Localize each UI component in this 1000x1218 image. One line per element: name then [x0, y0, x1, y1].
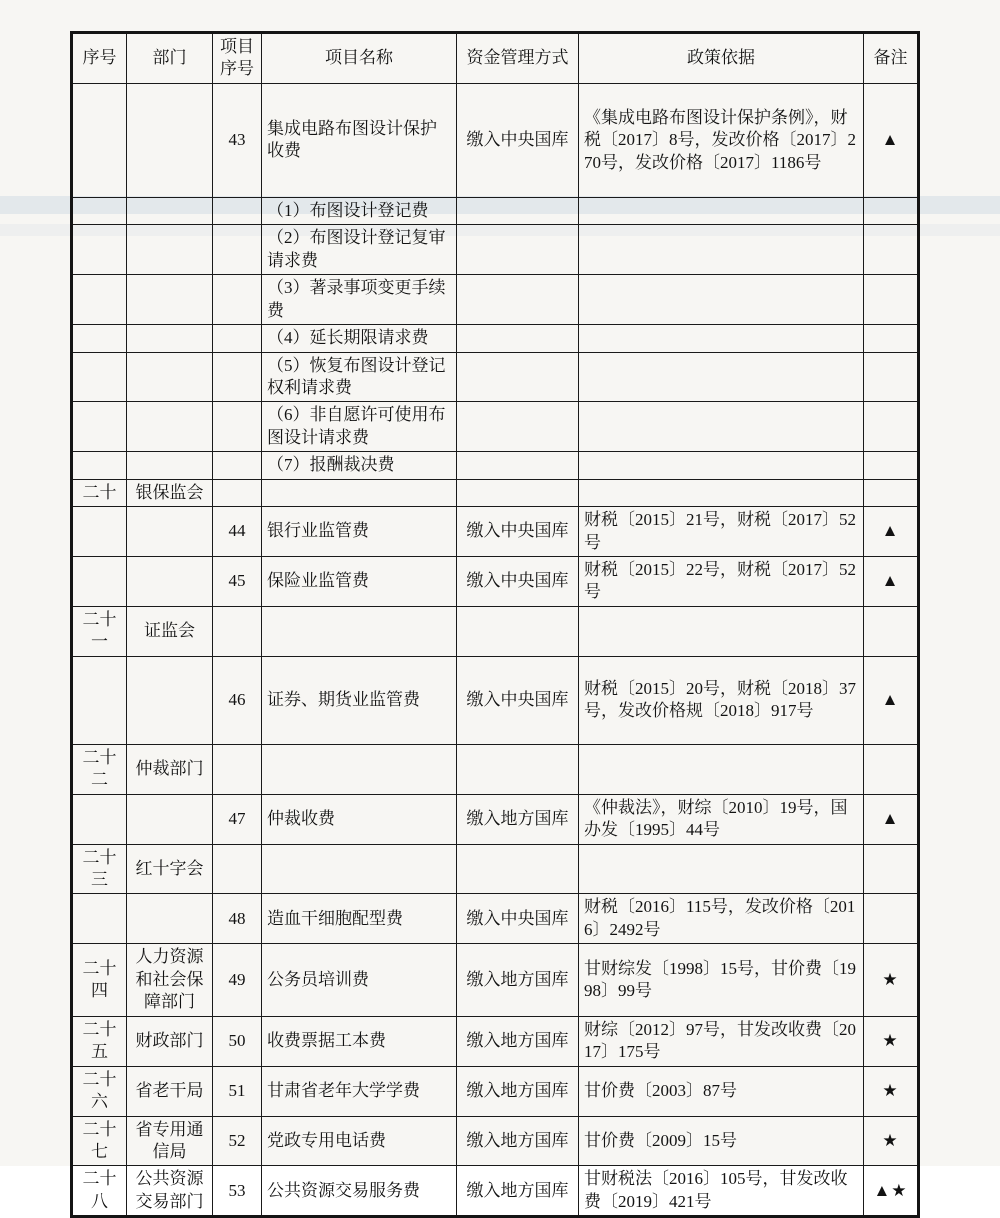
table-row [72, 656, 919, 744]
table-row [72, 557, 919, 607]
cell-item-name: （4）延长期限请求费 [262, 325, 457, 352]
cell-department: 银保监会 [127, 479, 213, 506]
cell-fund-method: 缴入地方国库 [457, 794, 579, 844]
cell-seq-no [72, 275, 127, 325]
cell-policy-basis [579, 452, 864, 479]
cell-item-no: 43 [213, 83, 262, 197]
cell-remark: ▲★ [864, 1166, 919, 1217]
cell-seq-no: 二十三 [72, 844, 127, 894]
table-body [72, 83, 919, 1216]
table-row [72, 352, 919, 402]
cell-fund-method [457, 275, 579, 325]
cell-department: 人力资源和社会保障部门 [127, 944, 213, 1016]
cell-policy-basis: 甘价费〔2003〕87号 [579, 1066, 864, 1116]
cell-remark [864, 479, 919, 506]
cell-fund-method [457, 225, 579, 275]
cell-fund-method [457, 452, 579, 479]
cell-seq-no: 二十七 [72, 1116, 127, 1166]
table-row [72, 1066, 919, 1116]
cell-item-no [213, 402, 262, 452]
cell-policy-basis: 甘财综发〔1998〕15号，甘价费〔1998〕99号 [579, 944, 864, 1016]
cell-policy-basis [579, 844, 864, 894]
cell-item-name: 甘肃省老年大学学费 [262, 1066, 457, 1116]
cell-remark [864, 744, 919, 794]
cell-seq-no: 二十五 [72, 1016, 127, 1066]
table-row [72, 794, 919, 844]
cell-remark: ▲ [864, 557, 919, 607]
cell-item-name: 公共资源交易服务费 [262, 1166, 457, 1217]
cell-remark: ★ [864, 944, 919, 1016]
cell-policy-basis: 甘价费〔2009〕15号 [579, 1116, 864, 1166]
cell-department: 公共资源交易部门 [127, 1166, 213, 1217]
cell-department [127, 894, 213, 944]
table-row [72, 1166, 919, 1217]
cell-item-no: 45 [213, 557, 262, 607]
cell-remark [864, 197, 919, 224]
cell-seq-no [72, 557, 127, 607]
cell-department [127, 325, 213, 352]
cell-policy-basis: 财税〔2016〕115号，发改价格〔2016〕2492号 [579, 894, 864, 944]
cell-item-no: 49 [213, 944, 262, 1016]
cell-fund-method: 缴入地方国库 [457, 1016, 579, 1066]
cell-item-no: 46 [213, 656, 262, 744]
cell-item-no [213, 844, 262, 894]
cell-department [127, 402, 213, 452]
cell-fund-method: 缴入中央国库 [457, 894, 579, 944]
cell-remark: ▲ [864, 507, 919, 557]
cell-seq-no [72, 452, 127, 479]
cell-policy-basis [579, 197, 864, 224]
cell-policy-basis: 财税〔2015〕21号，财税〔2017〕52号 [579, 507, 864, 557]
table-row [72, 894, 919, 944]
header-row [72, 33, 919, 84]
cell-remark: ▲ [864, 794, 919, 844]
table-row [72, 1116, 919, 1166]
cell-department [127, 275, 213, 325]
header-dept: 部门 [127, 33, 213, 84]
cell-remark [864, 606, 919, 656]
cell-seq-no: 二十 [72, 479, 127, 506]
cell-department [127, 197, 213, 224]
table-row [72, 452, 919, 479]
cell-seq-no: 二十一 [72, 606, 127, 656]
cell-item-no [213, 479, 262, 506]
cell-fund-method [457, 325, 579, 352]
cell-seq-no: 二十六 [72, 1066, 127, 1116]
table-row [72, 479, 919, 506]
cell-fund-method [457, 197, 579, 224]
cell-fund-method [457, 479, 579, 506]
table-row [72, 606, 919, 656]
cell-department [127, 794, 213, 844]
cell-fund-method: 缴入中央国库 [457, 656, 579, 744]
cell-department [127, 225, 213, 275]
cell-policy-basis [579, 479, 864, 506]
table-row [72, 325, 919, 352]
cell-remark [864, 352, 919, 402]
cell-item-no: 47 [213, 794, 262, 844]
cell-item-no: 52 [213, 1116, 262, 1166]
cell-remark: ★ [864, 1116, 919, 1166]
cell-fund-method [457, 606, 579, 656]
cell-item-no [213, 452, 262, 479]
cell-seq-no [72, 794, 127, 844]
cell-item-no: 48 [213, 894, 262, 944]
table-row [72, 275, 919, 325]
cell-item-name: 收费票据工本费 [262, 1016, 457, 1066]
cell-remark [864, 402, 919, 452]
cell-item-name: （7）报酬裁决费 [262, 452, 457, 479]
cell-item-no: 51 [213, 1066, 262, 1116]
table-row [72, 402, 919, 452]
table-row [72, 744, 919, 794]
cell-department: 红十字会 [127, 844, 213, 894]
table-row [72, 197, 919, 224]
cell-seq-no [72, 325, 127, 352]
cell-item-name: 证券、期货业监管费 [262, 656, 457, 744]
cell-item-name [262, 744, 457, 794]
cell-seq-no: 二十四 [72, 944, 127, 1016]
table-row [72, 507, 919, 557]
header-fund: 资金管理方式 [457, 33, 579, 84]
cell-fund-method: 缴入中央国库 [457, 557, 579, 607]
cell-department: 仲裁部门 [127, 744, 213, 794]
cell-seq-no [72, 225, 127, 275]
cell-policy-basis: 财税〔2015〕20号，财税〔2018〕37号，发改价格规〔2018〕917号 [579, 656, 864, 744]
cell-seq-no [72, 197, 127, 224]
table-row [72, 1016, 919, 1066]
cell-policy-basis [579, 402, 864, 452]
cell-item-name: （3）著录事项变更手续费 [262, 275, 457, 325]
cell-policy-basis [579, 225, 864, 275]
cell-item-no [213, 352, 262, 402]
cell-remark [864, 452, 919, 479]
cell-seq-no [72, 894, 127, 944]
cell-remark [864, 894, 919, 944]
cell-item-no [213, 744, 262, 794]
cell-department [127, 656, 213, 744]
cell-item-name: （5）恢复布图设计登记权利请求费 [262, 352, 457, 402]
cell-item-name: 仲裁收费 [262, 794, 457, 844]
cell-item-name: 集成电路布图设计保护收费 [262, 83, 457, 197]
cell-fund-method: 缴入中央国库 [457, 507, 579, 557]
header-name: 项目名称 [262, 33, 457, 84]
cell-fund-method: 缴入地方国库 [457, 1166, 579, 1217]
cell-fund-method [457, 402, 579, 452]
cell-item-no: 53 [213, 1166, 262, 1217]
cell-item-name: （1）布图设计登记费 [262, 197, 457, 224]
cell-remark: ★ [864, 1066, 919, 1116]
cell-policy-basis [579, 325, 864, 352]
cell-seq-no [72, 402, 127, 452]
cell-item-no [213, 275, 262, 325]
cell-item-name [262, 844, 457, 894]
cell-fund-method [457, 844, 579, 894]
cell-item-name: 公务员培训费 [262, 944, 457, 1016]
cell-fund-method [457, 744, 579, 794]
cell-department [127, 83, 213, 197]
cell-item-name [262, 606, 457, 656]
cell-policy-basis: 《集成电路布图设计保护条例》，财税〔2017〕8号，发改价格〔2017〕270号，发改价格〔2017〕1186号 [579, 83, 864, 197]
cell-department [127, 452, 213, 479]
cell-item-name: （2）布图设计登记复审请求费 [262, 225, 457, 275]
cell-policy-basis: 财综〔2012〕97号，甘发改收费〔2017〕175号 [579, 1016, 864, 1066]
cell-policy-basis: 《仲裁法》，财综〔2010〕19号，国办发〔1995〕44号 [579, 794, 864, 844]
cell-item-name: 保险业监管费 [262, 557, 457, 607]
cell-policy-basis: 财税〔2015〕22号，财税〔2017〕52号 [579, 557, 864, 607]
header-remark: 备注 [864, 33, 919, 84]
cell-item-name: 造血干细胞配型费 [262, 894, 457, 944]
table-row [72, 225, 919, 275]
cell-policy-basis [579, 275, 864, 325]
cell-department: 省老干局 [127, 1066, 213, 1116]
cell-department [127, 557, 213, 607]
cell-item-no [213, 197, 262, 224]
cell-seq-no [72, 352, 127, 402]
cell-seq-no [72, 656, 127, 744]
cell-policy-basis [579, 606, 864, 656]
header-policy: 政策依据 [579, 33, 864, 84]
table-row [72, 944, 919, 1016]
cell-remark [864, 325, 919, 352]
cell-department: 省专用通信局 [127, 1116, 213, 1166]
cell-item-no [213, 325, 262, 352]
header-sn: 序号 [72, 33, 127, 84]
cell-remark [864, 225, 919, 275]
cell-department [127, 352, 213, 402]
fee-catalog-table [70, 31, 920, 1218]
cell-policy-basis [579, 744, 864, 794]
cell-department: 财政部门 [127, 1016, 213, 1066]
header-no: 项目序号 [213, 33, 262, 84]
cell-seq-no [72, 507, 127, 557]
cell-item-name: （6）非自愿许可使用布图设计请求费 [262, 402, 457, 452]
cell-item-no: 44 [213, 507, 262, 557]
cell-fund-method [457, 352, 579, 402]
cell-policy-basis: 甘财税法〔2016〕105号，甘发改收费〔2019〕421号 [579, 1166, 864, 1217]
cell-remark: ★ [864, 1016, 919, 1066]
cell-item-name: 银行业监管费 [262, 507, 457, 557]
cell-item-name [262, 479, 457, 506]
cell-item-no [213, 225, 262, 275]
table-row [72, 844, 919, 894]
cell-fund-method: 缴入地方国库 [457, 1066, 579, 1116]
cell-item-no [213, 606, 262, 656]
table-row [72, 83, 919, 197]
cell-seq-no: 二十二 [72, 744, 127, 794]
cell-fund-method: 缴入地方国库 [457, 1116, 579, 1166]
cell-remark [864, 275, 919, 325]
cell-policy-basis [579, 352, 864, 402]
cell-department [127, 507, 213, 557]
cell-remark [864, 844, 919, 894]
cell-item-name: 党政专用电话费 [262, 1116, 457, 1166]
cell-item-no: 50 [213, 1016, 262, 1066]
cell-remark: ▲ [864, 656, 919, 744]
cell-seq-no: 二十八 [72, 1166, 127, 1217]
cell-remark: ▲ [864, 83, 919, 197]
cell-seq-no [72, 83, 127, 197]
cell-department: 证监会 [127, 606, 213, 656]
cell-fund-method: 缴入中央国库 [457, 83, 579, 197]
cell-fund-method: 缴入地方国库 [457, 944, 579, 1016]
